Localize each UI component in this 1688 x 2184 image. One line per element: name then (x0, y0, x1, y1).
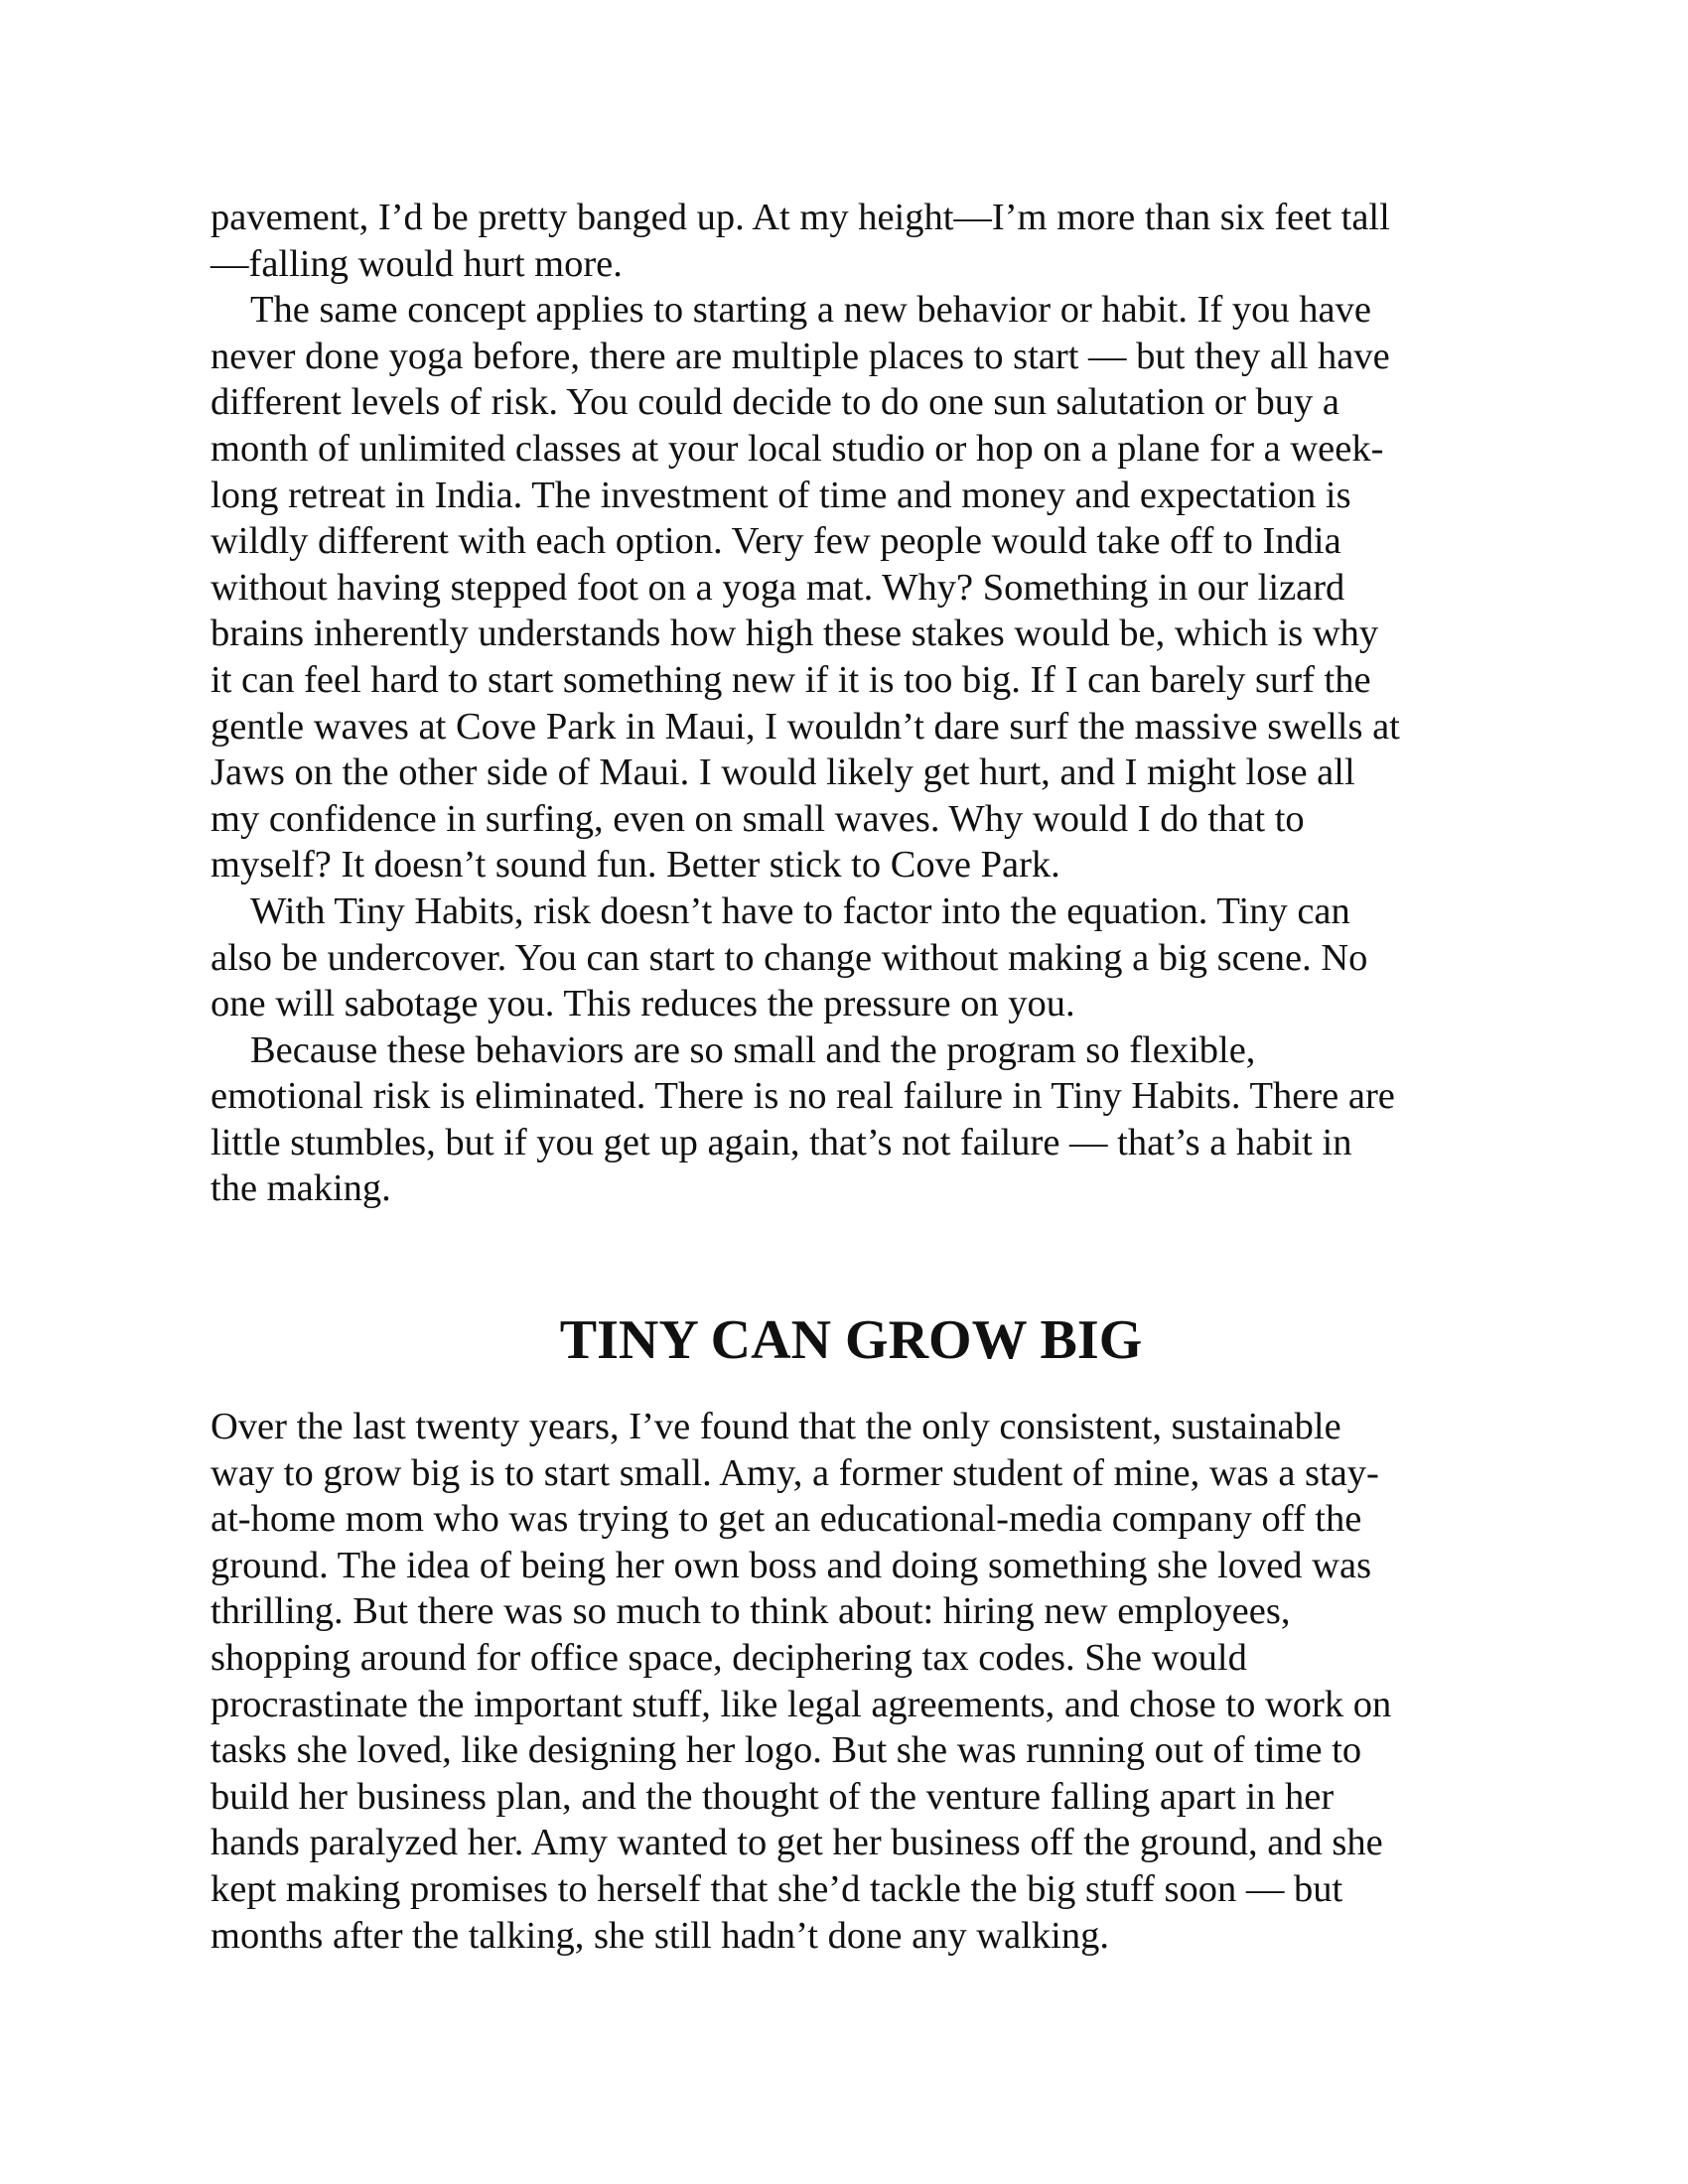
text-line: one will sabotage you. This reduces the pressure on you. (211, 983, 1075, 1025)
text-line: brains inherently understands how high these stakes would be, which is why (211, 613, 1379, 655)
text-line: thrilling. But there was so much to think about: hiring new employees, (211, 1590, 1291, 1633)
text-line: month of unlimited classes at your local studio or hop on a plane for a week- (211, 427, 1384, 470)
text-line: different levels of risk. You could decide to do one sun salutation or buy a (211, 381, 1339, 424)
text-line: my confidence in surfing, even on small waves. Why would I do that to (211, 797, 1305, 840)
text-line: hands paralyzed her. Amy wanted to get her business off the ground, and she (211, 1822, 1383, 1864)
text-line: gentle waves at Cove Park in Maui, I wouldn’t dare surf the massive swells at (211, 705, 1400, 748)
text-line: pavement, I’d be pretty banged up. At my height—I’m more than six feet tall (211, 197, 1390, 238)
text-line: build her business plan, and the thought of the venture falling apart in her (211, 1775, 1335, 1818)
paragraph (211, 1027, 1491, 1212)
section-heading: TINY CAN GROW BIG (559, 1309, 1143, 1371)
text-line: emotional risk is eliminated. There is no real failure in Tiny Habits. There are (211, 1075, 1395, 1118)
text-line: it can feel hard to start something new if it is too big. If I can barely surf the (211, 658, 1371, 701)
paragraph (211, 888, 1491, 1027)
text-line: —falling would hurt more. (211, 242, 623, 285)
paragraph (211, 1404, 1491, 1959)
text-line: wildly different with each option. Very few people would take off to India (211, 520, 1341, 563)
text-line: at-home mom who was trying to get an educational-media company off the (211, 1498, 1362, 1541)
section-intro (211, 195, 1491, 1212)
paragraph (211, 287, 1491, 888)
text-line: the making. (211, 1167, 391, 1210)
text-line: without having stepped foot on a yoga mat. Why? Something in our lizard (211, 566, 1345, 609)
section-tiny-can-grow-big (211, 1404, 1491, 1959)
text-line: myself? It doesn’t sound fun. Better stick to Cove Park. (211, 844, 1060, 887)
text-line: little stumbles, but if you get up again, that’s not failure — that’s a habit in (211, 1121, 1352, 1163)
text-line: Jaws on the other side of Maui. I would likely get hurt, and I might lose all (211, 751, 1355, 794)
text-line: months after the talking, she still hadn’t done any walking. (211, 1914, 1109, 1957)
text-line: Over the last twenty years, I’ve found that the only consistent, sustainable (211, 1406, 1341, 1447)
text-line: kept making promises to herself that she’d tackle the big stuff soon — but (211, 1867, 1343, 1910)
text-line: never done yoga before, there are multiple places to start — but they all have (211, 335, 1390, 377)
text-line: Because these behaviors are so small and the program so flexible, (250, 1028, 1256, 1071)
paragraph (211, 195, 1491, 287)
text-line: long retreat in India. The investment of time and money and expectation is (211, 474, 1351, 516)
text-line: way to grow big is to start small. Amy, a former student of mine, was a stay- (211, 1451, 1379, 1494)
text-line: tasks she loved, like designing her logo. But she was running out of time to (211, 1729, 1362, 1772)
book-page (211, 195, 1491, 1957)
text-line: also be undercover. You can start to change without making a big scene. No (211, 936, 1368, 979)
text-line: shopping around for office space, deciphering tax codes. She would (211, 1636, 1247, 1679)
text-line: ground. The idea of being her own boss and doing something she loved was (211, 1544, 1372, 1586)
text-line: With Tiny Habits, risk doesn’t have to factor into the equation. Tiny can (250, 889, 1350, 932)
text-line: procrastinate the important stuff, like legal agreements, and chose to work on (211, 1683, 1392, 1725)
text-line: The same concept applies to starting a new behavior or habit. If you have (250, 289, 1371, 332)
